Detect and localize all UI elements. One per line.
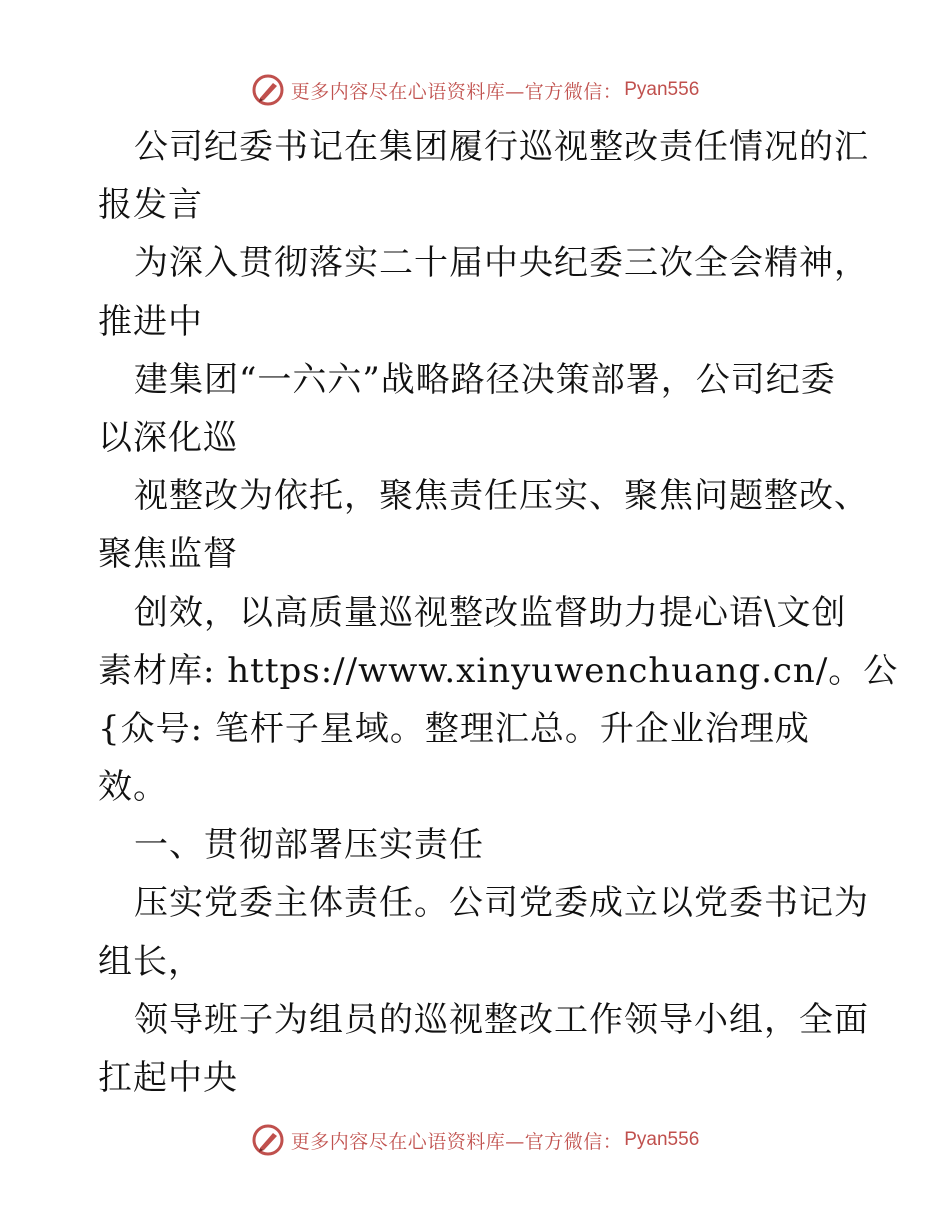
footer-banner-text: 更多内容尽在心语资料库—官方微信： xyxy=(290,1130,623,1153)
paragraph-line: 创效，以高质量巡视整改监督助力提心语\文创 xyxy=(134,592,847,633)
paragraph-line: 推进中 xyxy=(98,301,203,342)
paragraph-line: 组长， xyxy=(98,941,203,982)
header-banner-wechat-id: Pyan556 xyxy=(624,79,700,100)
document-body xyxy=(98,118,899,1107)
paragraph-line: 建集团“一六六”战略路径决策部署，公司纪委 xyxy=(134,359,836,400)
header-banner xyxy=(0,70,950,110)
title-line-1: 公司纪委书记在集团履行巡视整改责任情况的汇 xyxy=(134,127,869,167)
paragraph-line: 效。 xyxy=(98,767,168,808)
paragraph-line: 聚焦监督 xyxy=(98,534,238,575)
section-heading: 一、贯彻部署压实责任 xyxy=(134,825,484,866)
header-banner-text: 更多内容尽在心语资料库—官方微信： xyxy=(290,80,623,103)
paragraph-line: 压实党委主体责任。公司党委成立以党委书记为 xyxy=(134,883,869,924)
paragraph-line: 为深入贯彻落实二十届中央纪委三次全会精神， xyxy=(134,243,869,284)
paragraph-line: {众号: 笔杆子星域。整理汇总。升企业治理成 xyxy=(98,708,810,749)
paragraph-line: 扛起中央 xyxy=(98,1058,238,1098)
pen-logo-icon xyxy=(251,1123,285,1157)
paragraph-line: 视整改为依托，聚焦责任压实、聚焦问题整改、 xyxy=(134,476,869,517)
footer-banner-wechat-id: Pyan556 xyxy=(624,1129,700,1150)
footer-banner xyxy=(0,1120,950,1160)
paragraph-line-url: 素材库: https://www.xinyuwenchuang.cn/。公 xyxy=(98,650,899,691)
title-line-2: 报发言 xyxy=(98,185,203,226)
paragraph-line: 领导班子为组员的巡视整改工作领导小组，全面 xyxy=(134,999,869,1040)
pen-logo-icon xyxy=(251,73,285,107)
paragraph-line: 以深化巡 xyxy=(98,417,238,458)
